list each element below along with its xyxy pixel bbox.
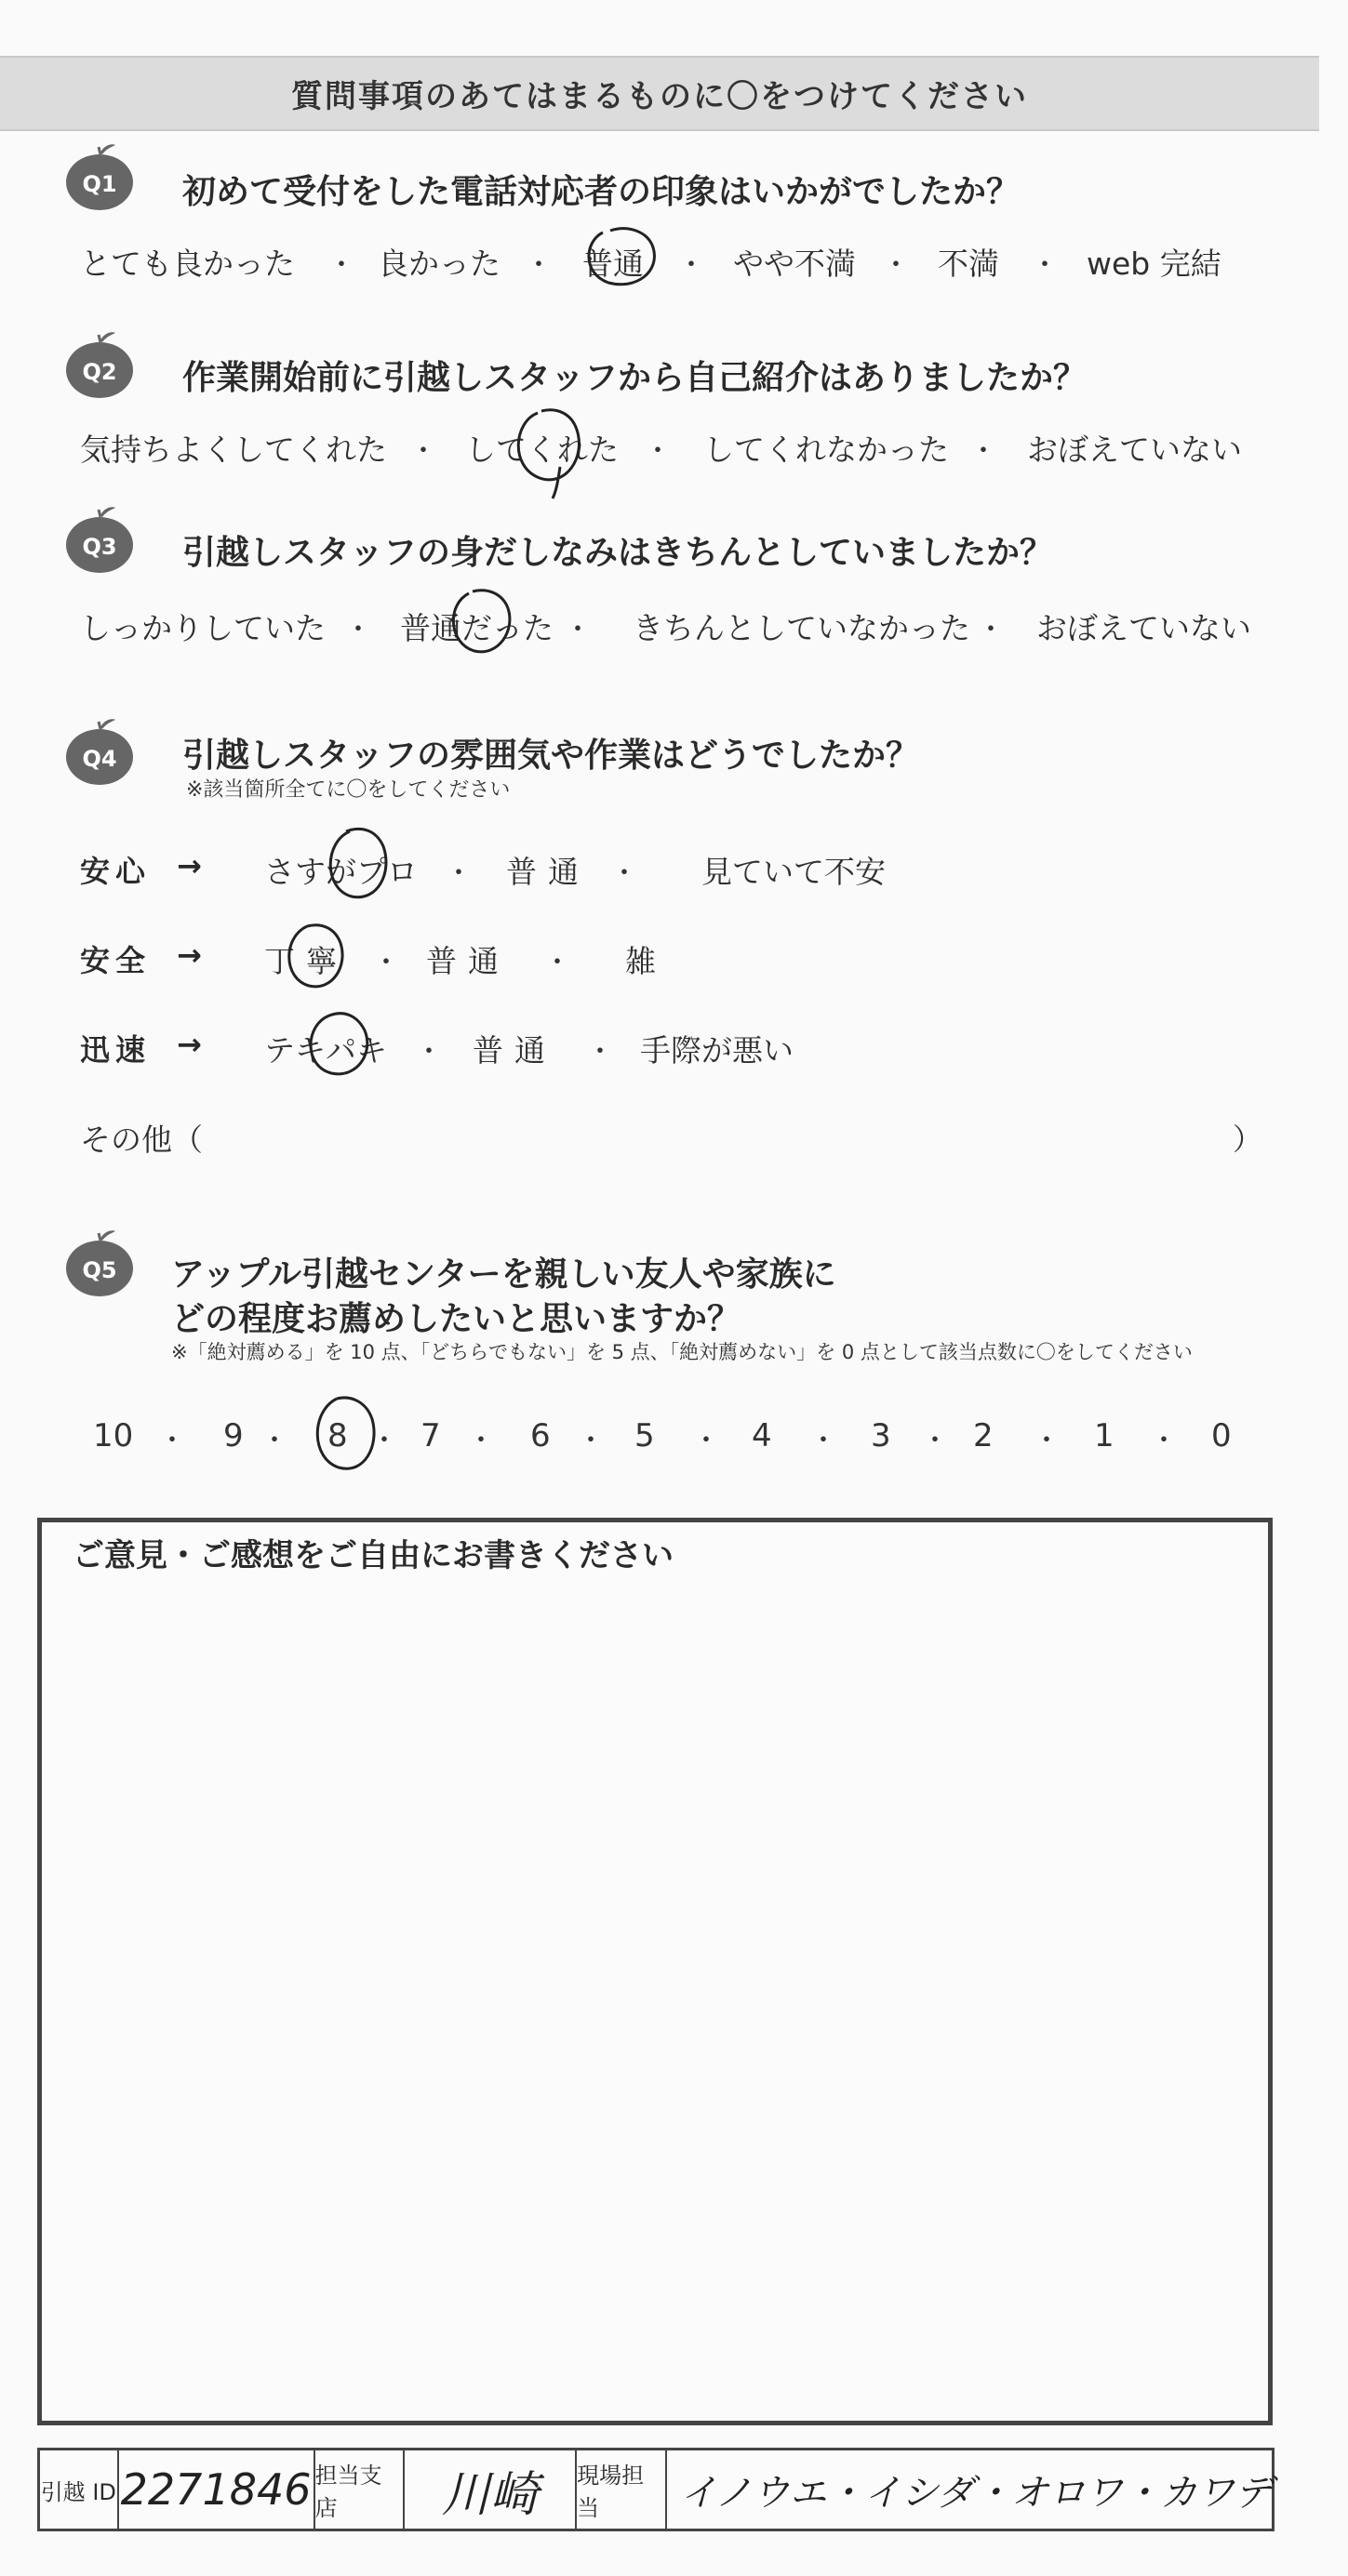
svg-text:Q1: Q1 <box>82 171 117 197</box>
q4-other-close: ） <box>1233 1122 1263 1157</box>
q4-jinsoku-option-2[interactable]: 普通 <box>473 1032 556 1069</box>
separator-dot: ・ <box>586 1036 614 1069</box>
separator-dot: ・ <box>344 614 372 646</box>
q5-score-3[interactable]: 3 <box>871 1417 891 1454</box>
q5-score-9[interactable]: 9 <box>223 1417 244 1454</box>
q1-question: 初めて受付をした電話対応者の印象はいかがでしたか？ <box>182 173 1021 211</box>
q1-option-1[interactable]: とても良かった <box>80 246 295 282</box>
q4-anzen-option-2[interactable]: 普通 <box>426 943 510 979</box>
q3-option-4[interactable]: おぼえていない <box>1036 610 1251 646</box>
q5-note: ※「絶対薦める」を 10 点、「どちらでもない」を 5 点、「絶対薦めない」を 0 点として該当点数に〇をしてください <box>171 1341 1193 1363</box>
separator-dot: ・ <box>327 249 355 282</box>
q2-option-4[interactable]: おぼえていない <box>1027 432 1242 468</box>
footer-branch-value-cell <box>405 2450 577 2529</box>
q5-score-2[interactable]: 2 <box>973 1417 994 1454</box>
separator-dot: ・ <box>882 249 910 282</box>
q1-option-5[interactable]: 不満 <box>938 246 999 282</box>
q2-option-1[interactable]: 気持ちよくしてくれた <box>80 432 387 468</box>
separator-dot: ・ <box>409 435 437 468</box>
separator-dot: ・ <box>1033 1425 1061 1457</box>
separator-dot: ・ <box>692 1425 720 1457</box>
footer-branch-value: 川崎 <box>441 2466 539 2523</box>
q5-question-line2: どの程度お薦めしたいと思いますか？ <box>171 1300 741 1338</box>
q4-jinsoku-option-1[interactable]: テキパキ <box>264 1032 387 1069</box>
q5-score-0[interactable]: 0 <box>1211 1417 1232 1454</box>
svg-text:Q2: Q2 <box>82 359 117 385</box>
q2-question: 作業開始前に引越しスタッフから自己紹介はありましたか？ <box>182 359 1088 397</box>
separator-dot: ・ <box>445 857 473 890</box>
footer-staff-label: 現場担当 <box>577 2450 667 2529</box>
q3-question: 引越しスタッフの身だしなみはきちんとしていましたか？ <box>182 534 1054 572</box>
q4-anshin-option-1[interactable]: さすがプロ <box>264 854 418 890</box>
q1-option-4[interactable]: やや不満 <box>733 246 856 282</box>
separator-dot: ・ <box>577 1425 605 1457</box>
q2-badge-icon <box>63 327 136 400</box>
separator-dot: ・ <box>467 1425 495 1457</box>
q3-option-3[interactable]: きちんとしていなかった <box>633 610 970 646</box>
q4-question: 引越しスタッフの雰囲気や作業はどうでしたか？ <box>182 737 920 775</box>
separator-dot: ・ <box>921 1425 949 1457</box>
q4-jinsoku-option-3[interactable]: 手際が悪い <box>640 1032 794 1069</box>
q5-score-6[interactable]: 6 <box>530 1417 551 1454</box>
q5-score-8[interactable]: 8 <box>327 1417 348 1454</box>
q5-score-5[interactable]: 5 <box>634 1417 655 1454</box>
q5-score-1[interactable]: 1 <box>1094 1417 1114 1454</box>
q4-anshin-option-3[interactable]: 見ていて不安 <box>701 854 886 890</box>
q5-question-line1: アップル引越センターを親しい友人や家族に <box>171 1255 836 1294</box>
comments-title: ご意見・ご感想をご自由にお書きください <box>73 1537 674 1574</box>
q4-badge-icon <box>63 714 136 787</box>
svg-text:Q4: Q4 <box>82 746 117 772</box>
q2-option-2[interactable]: してくれた <box>465 432 619 468</box>
footer-id-value-cell <box>119 2450 315 2529</box>
separator-dot: ・ <box>260 1425 288 1457</box>
arrow-right-icon: → <box>177 848 202 883</box>
separator-dot: ・ <box>644 435 672 468</box>
separator-dot: ・ <box>415 1036 443 1069</box>
q4-other-input[interactable] <box>214 1112 1219 1149</box>
footer-id-value: 2271846 <box>120 2464 312 2515</box>
q4-other-label: その他（ <box>80 1122 203 1158</box>
form-header <box>0 56 1319 131</box>
q1-option-6[interactable]: web 完結 <box>1087 246 1221 282</box>
separator-dot: ・ <box>564 614 592 646</box>
separator-dot: ・ <box>977 614 1005 646</box>
footer-branch-label: 担当支店 <box>315 2450 406 2529</box>
q4-anshin-option-2[interactable]: 普通 <box>506 854 590 890</box>
footer-staff-value-cell <box>667 2450 1272 2529</box>
arrow-right-icon: → <box>177 1027 202 1062</box>
q3-option-2[interactable]: 普通だった <box>400 610 554 646</box>
q3-badge-icon <box>63 502 136 575</box>
separator-dot: ・ <box>969 435 997 468</box>
separator-dot: ・ <box>370 1425 398 1457</box>
footer-id-label: 引越 ID <box>40 2450 119 2529</box>
form-header-title: 質問事項のあてはまるものに〇をつけてください <box>291 78 1028 115</box>
q4-anzen-option-1[interactable]: 丁寧 <box>264 943 348 979</box>
svg-text:Q5: Q5 <box>82 1257 117 1283</box>
separator-dot: ・ <box>543 947 571 979</box>
footer-table <box>37 2448 1275 2531</box>
q1-option-3[interactable]: 普通 <box>582 246 644 282</box>
q4-row-label-anzen: 安全 <box>80 943 152 978</box>
q4-anzen-option-3[interactable]: 雑 <box>625 943 656 979</box>
q5-badge-icon <box>63 1226 136 1298</box>
separator-dot: ・ <box>809 1425 837 1457</box>
separator-dot: ・ <box>1031 249 1059 282</box>
arrow-right-icon: → <box>177 937 202 973</box>
separator-dot: ・ <box>372 947 400 979</box>
q4-row-label-anshin: 安心 <box>80 854 152 889</box>
q5-score-10[interactable]: 10 <box>93 1417 134 1454</box>
q5-score-4[interactable]: 4 <box>752 1417 772 1454</box>
separator-dot: ・ <box>158 1425 186 1457</box>
q1-option-2[interactable]: 良かった <box>378 246 500 282</box>
separator-dot: ・ <box>677 249 705 282</box>
q4-note: ※該当箇所全てに〇をしてください <box>186 778 511 802</box>
comments-textarea[interactable] <box>37 1518 1273 2425</box>
q2-option-3[interactable]: してくれなかった <box>703 432 949 468</box>
separator-dot: ・ <box>525 249 553 282</box>
svg-text:Q3: Q3 <box>82 534 117 560</box>
q3-option-1[interactable]: しっかりしていた <box>80 610 326 646</box>
separator-dot: ・ <box>1150 1425 1178 1457</box>
separator-dot: ・ <box>610 857 638 890</box>
footer-staff-value: イノウエ・イシダ・オロワ・カワデ <box>680 2471 1272 2515</box>
q5-score-7[interactable]: 7 <box>420 1417 441 1454</box>
q4-row-label-jinsoku: 迅速 <box>80 1032 152 1068</box>
q1-badge-icon <box>63 139 136 212</box>
